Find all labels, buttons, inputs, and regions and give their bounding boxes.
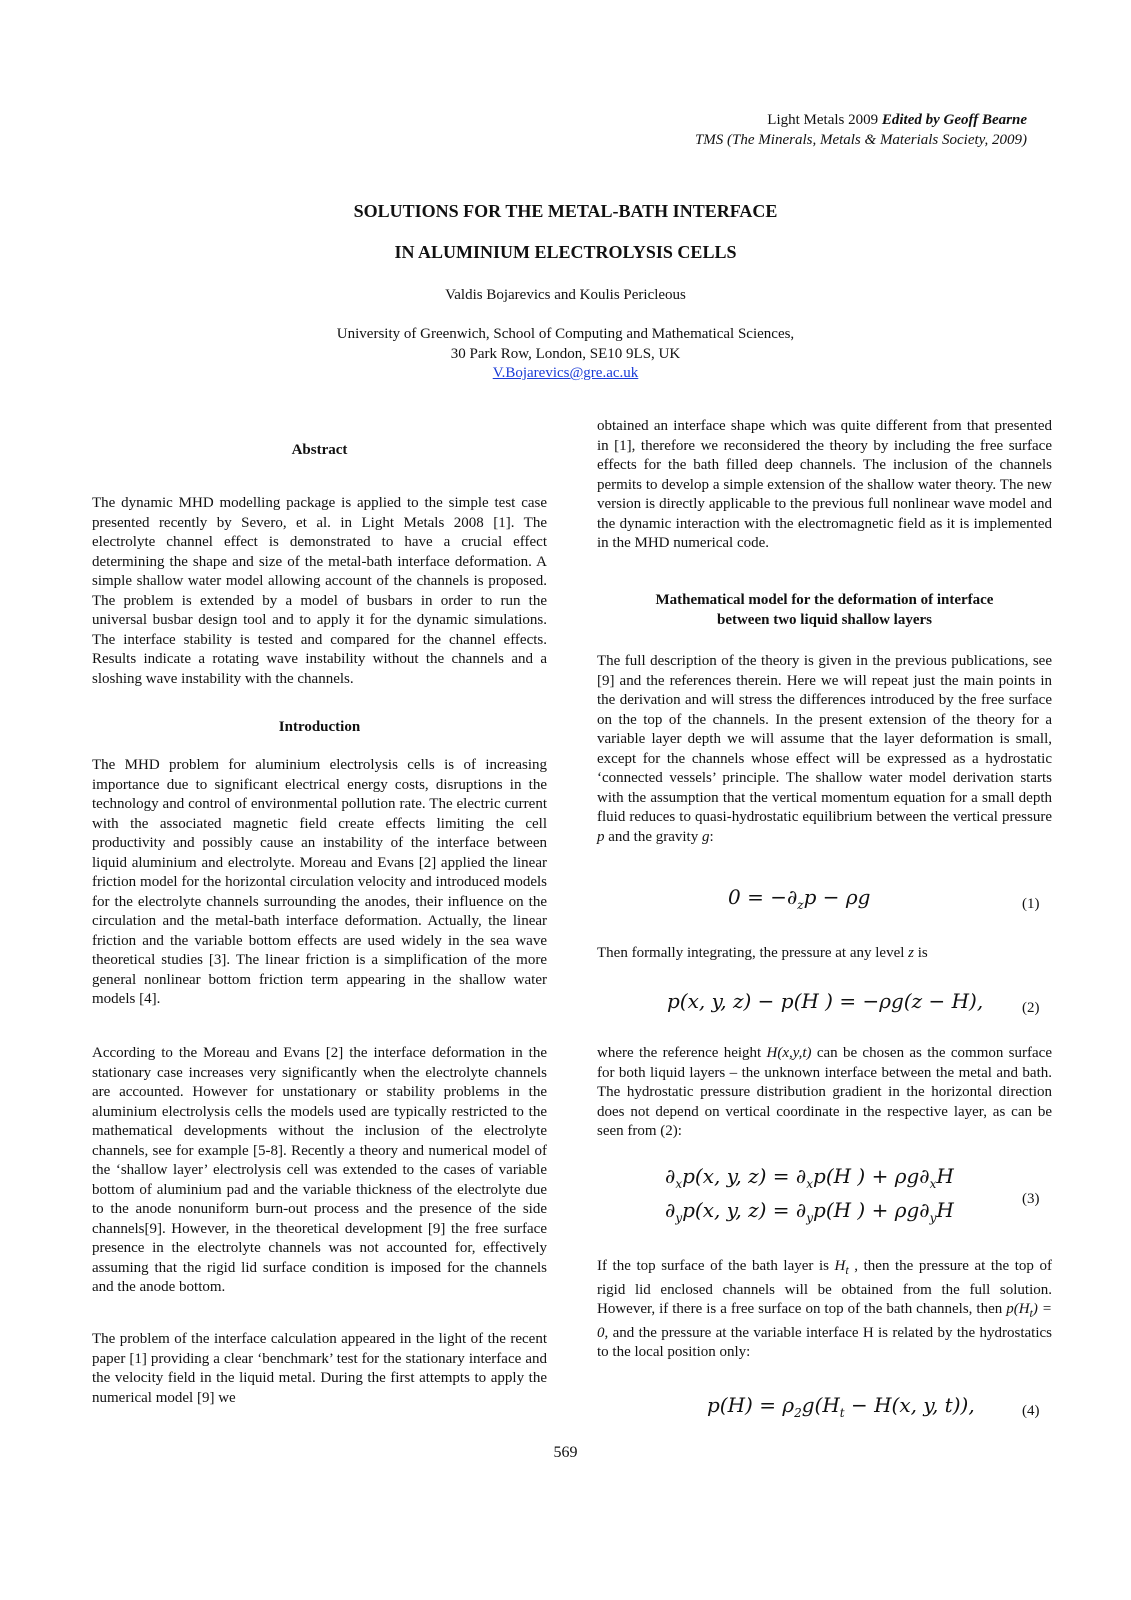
email-line xyxy=(0,363,1131,383)
equation-3b: $\partial_yp(x$, y, $z) = \partial_yp(H$ ) + $\rho g\partial_yH$ xyxy=(665,1198,954,1225)
authors: Valdis Bojarevics and Koulis Pericleous xyxy=(445,287,686,303)
email-link[interactable]: V.Bojarevics@gre.ac.uk xyxy=(492,365,639,381)
running-header xyxy=(695,110,1027,150)
introduction-paragraph-1: The MHD problem for aluminium electrolysis cells is of increasing importance due to significant electrical energy costs, disruptions in the technology and control of environmental pollution rate. The electric current with the associated magnetic field create effects limiting the cell productivity and possibly cause an instability of the interface between liquid aluminium and electrolyte. Moreau and Evans [2] applied the linear friction model for the horizontal circulation velocity and introduced models for the electrolyte channels surrounding the anodes, their influence on the circulation and the metal-bath interface deformation. Actually, the linear friction and the variable bottom effects are used widely in the sea wave theoretical studies [3]. The linear friction is a simplification of the more general nonlinear bottom friction term appearing in the shallow water models [4]. xyxy=(92,757,547,1007)
abstract-text: The dynamic MHD modelling package is applied to the simple test case presented recently by Severo, et al. in Light Metals 2008 [1]. The electrolyte channel effect is demonstrated to have a crucial effect determining the shape and size of the metal-bath interface deformation. A simple shallow water model allowing account of the channels is proposed. The problem is extended by a model of busbars in order to run the universal busbar design tool and to apply it for the dynamic simulations. The interface stability is tested and compared for the channel effects. Results indicate a rotating wave instability without the channels and a sloshing wave instability with the channels. xyxy=(92,495,547,687)
right-paragraph-4: If the top surface of the bath layer is $H_t$ , then the pressure at the top of rigid lid enclosed channels will be obtained from the full solution. However, if there is a free surface on top of the bath channels, then $p(H_t) = 0$, and the pressure at the variable interface H is related by the hydrostatics to the local position only: xyxy=(597,1258,1052,1360)
affiliation-line-1: University of Greenwich, School of Computing and Mathematical Sciences, xyxy=(336,326,795,342)
section-heading-model: Mathematical model for the deformation of interface between two liquid shallow layers xyxy=(655,592,994,628)
equation-2-number: (2) xyxy=(1022,1000,1040,1016)
header-line-1: Light Metals 2009 Edited by Geoff Bearne xyxy=(767,112,1027,128)
equation-4: $p(H) = \rho_2g(H_t - H(x$, y, t)), xyxy=(707,1393,975,1420)
paper-title-line-2: IN ALUMINIUM ELECTROLYSIS CELLS xyxy=(394,242,737,262)
editor-credit: Edited by Geoff Bearne xyxy=(881,112,1027,128)
page-number: 569 xyxy=(553,1444,578,1461)
paper-title-line-1: SOLUTIONS FOR THE METAL-BATH INTERFACE xyxy=(353,201,778,221)
right-paragraph-2: Then formally integrating, the pressure at any level z is xyxy=(597,945,928,961)
introduction-paragraph-2: According to the Moreau and Evans [2] the interface deformation in the stationary case increases very significantly when the electrolyte channels are accounted. However for unstationary or stability problems in the aluminium electrolysis cells the models used are typically restricted to the mathematical developments without the inclusion of the electrolyte channels, see for example [5-8]. Recently a theory and numerical model of the ‘shallow layer’ electrolysis cell was extended to the cases of variable bottom of aluminium pad and the variable thickness of the electrolyte due to the anode nonuniform burn-out process and the presence of the side channels[9]. However, in the theoretical development [9] the free surface presence in the electrolyte channels was not accounted for, effectively assuming that the rigid lid surface condition is imposed for the channels and the anode bottom. xyxy=(92,1045,547,1295)
introduction-paragraph-3: The problem of the interface calculation appeared in the light of the recent paper [1] providing a clear ‘benchmark’ test for the stationary interface and the velocity field in the liquid metal. During the first attempts to apply the numerical model [9] we xyxy=(92,1331,547,1406)
equation-4-number: (4) xyxy=(1022,1403,1040,1419)
equation-1-number: (1) xyxy=(1022,896,1040,912)
right-paragraph-0: obtained an interface shape which was quite different from that presented in [1], therefore we reconsidered the theory by including the free surface effects for the bath filled deep channels. The inclusion of the channels permits to develop a simple extension of the shallow water theory. The new version is directly applicable to the previous full nonlinear wave model and the dynamic interaction with the electromagnetic field as it is implemented in the MHD numerical code. xyxy=(597,418,1052,551)
abstract-heading: Abstract xyxy=(291,442,348,458)
header-line-2: TMS (The Minerals, Metals & Materials Society, 2009) xyxy=(694,132,1027,148)
equation-3a: $\partial_xp(x$, y, $z) = \partial_xp(H$ ) + $\rho g\partial_xH$ xyxy=(665,1164,954,1191)
right-paragraph-1: The full description of the theory is given in the previous publications, see [9] and the references therein. Here we will repeat just the main points in the derivation and will stress the differences introduced by the free surface on the top of the channels. In the present extension of the theory for a variable layer depth we will assume that the layer deformation is small, except for the channels whose effect will be expressed as a hydrostatic ‘connected vessels’ principle. The shallow water model derivation starts with the assumption that the vertical momentum equation for a small depth fluid reduces to quasi-hydrostatic equilibrium between the vertical pressure p and the gravity g: xyxy=(597,653,1052,845)
affiliation-line-2: 30 Park Row, London, SE10 9LS, UK xyxy=(450,346,681,362)
right-paragraph-3: where the reference height H(x,y,t) can be chosen as the common surface for both liquid layers – the unknown interface between the metal and bath. The hydrostatic pressure distribution gradient in the horizontal direction does not depend on vertical coordinate in the respective layer, as can be seen from (2): xyxy=(597,1045,1052,1139)
equation-3-number: (3) xyxy=(1022,1191,1040,1207)
introduction-heading: Introduction xyxy=(278,719,361,735)
equation-1: $0 = -\partial_zp - \rho g$ xyxy=(728,885,871,912)
equation-2: p(x, y, z) − p(H ) = −ρg(z − H), xyxy=(667,989,984,1013)
